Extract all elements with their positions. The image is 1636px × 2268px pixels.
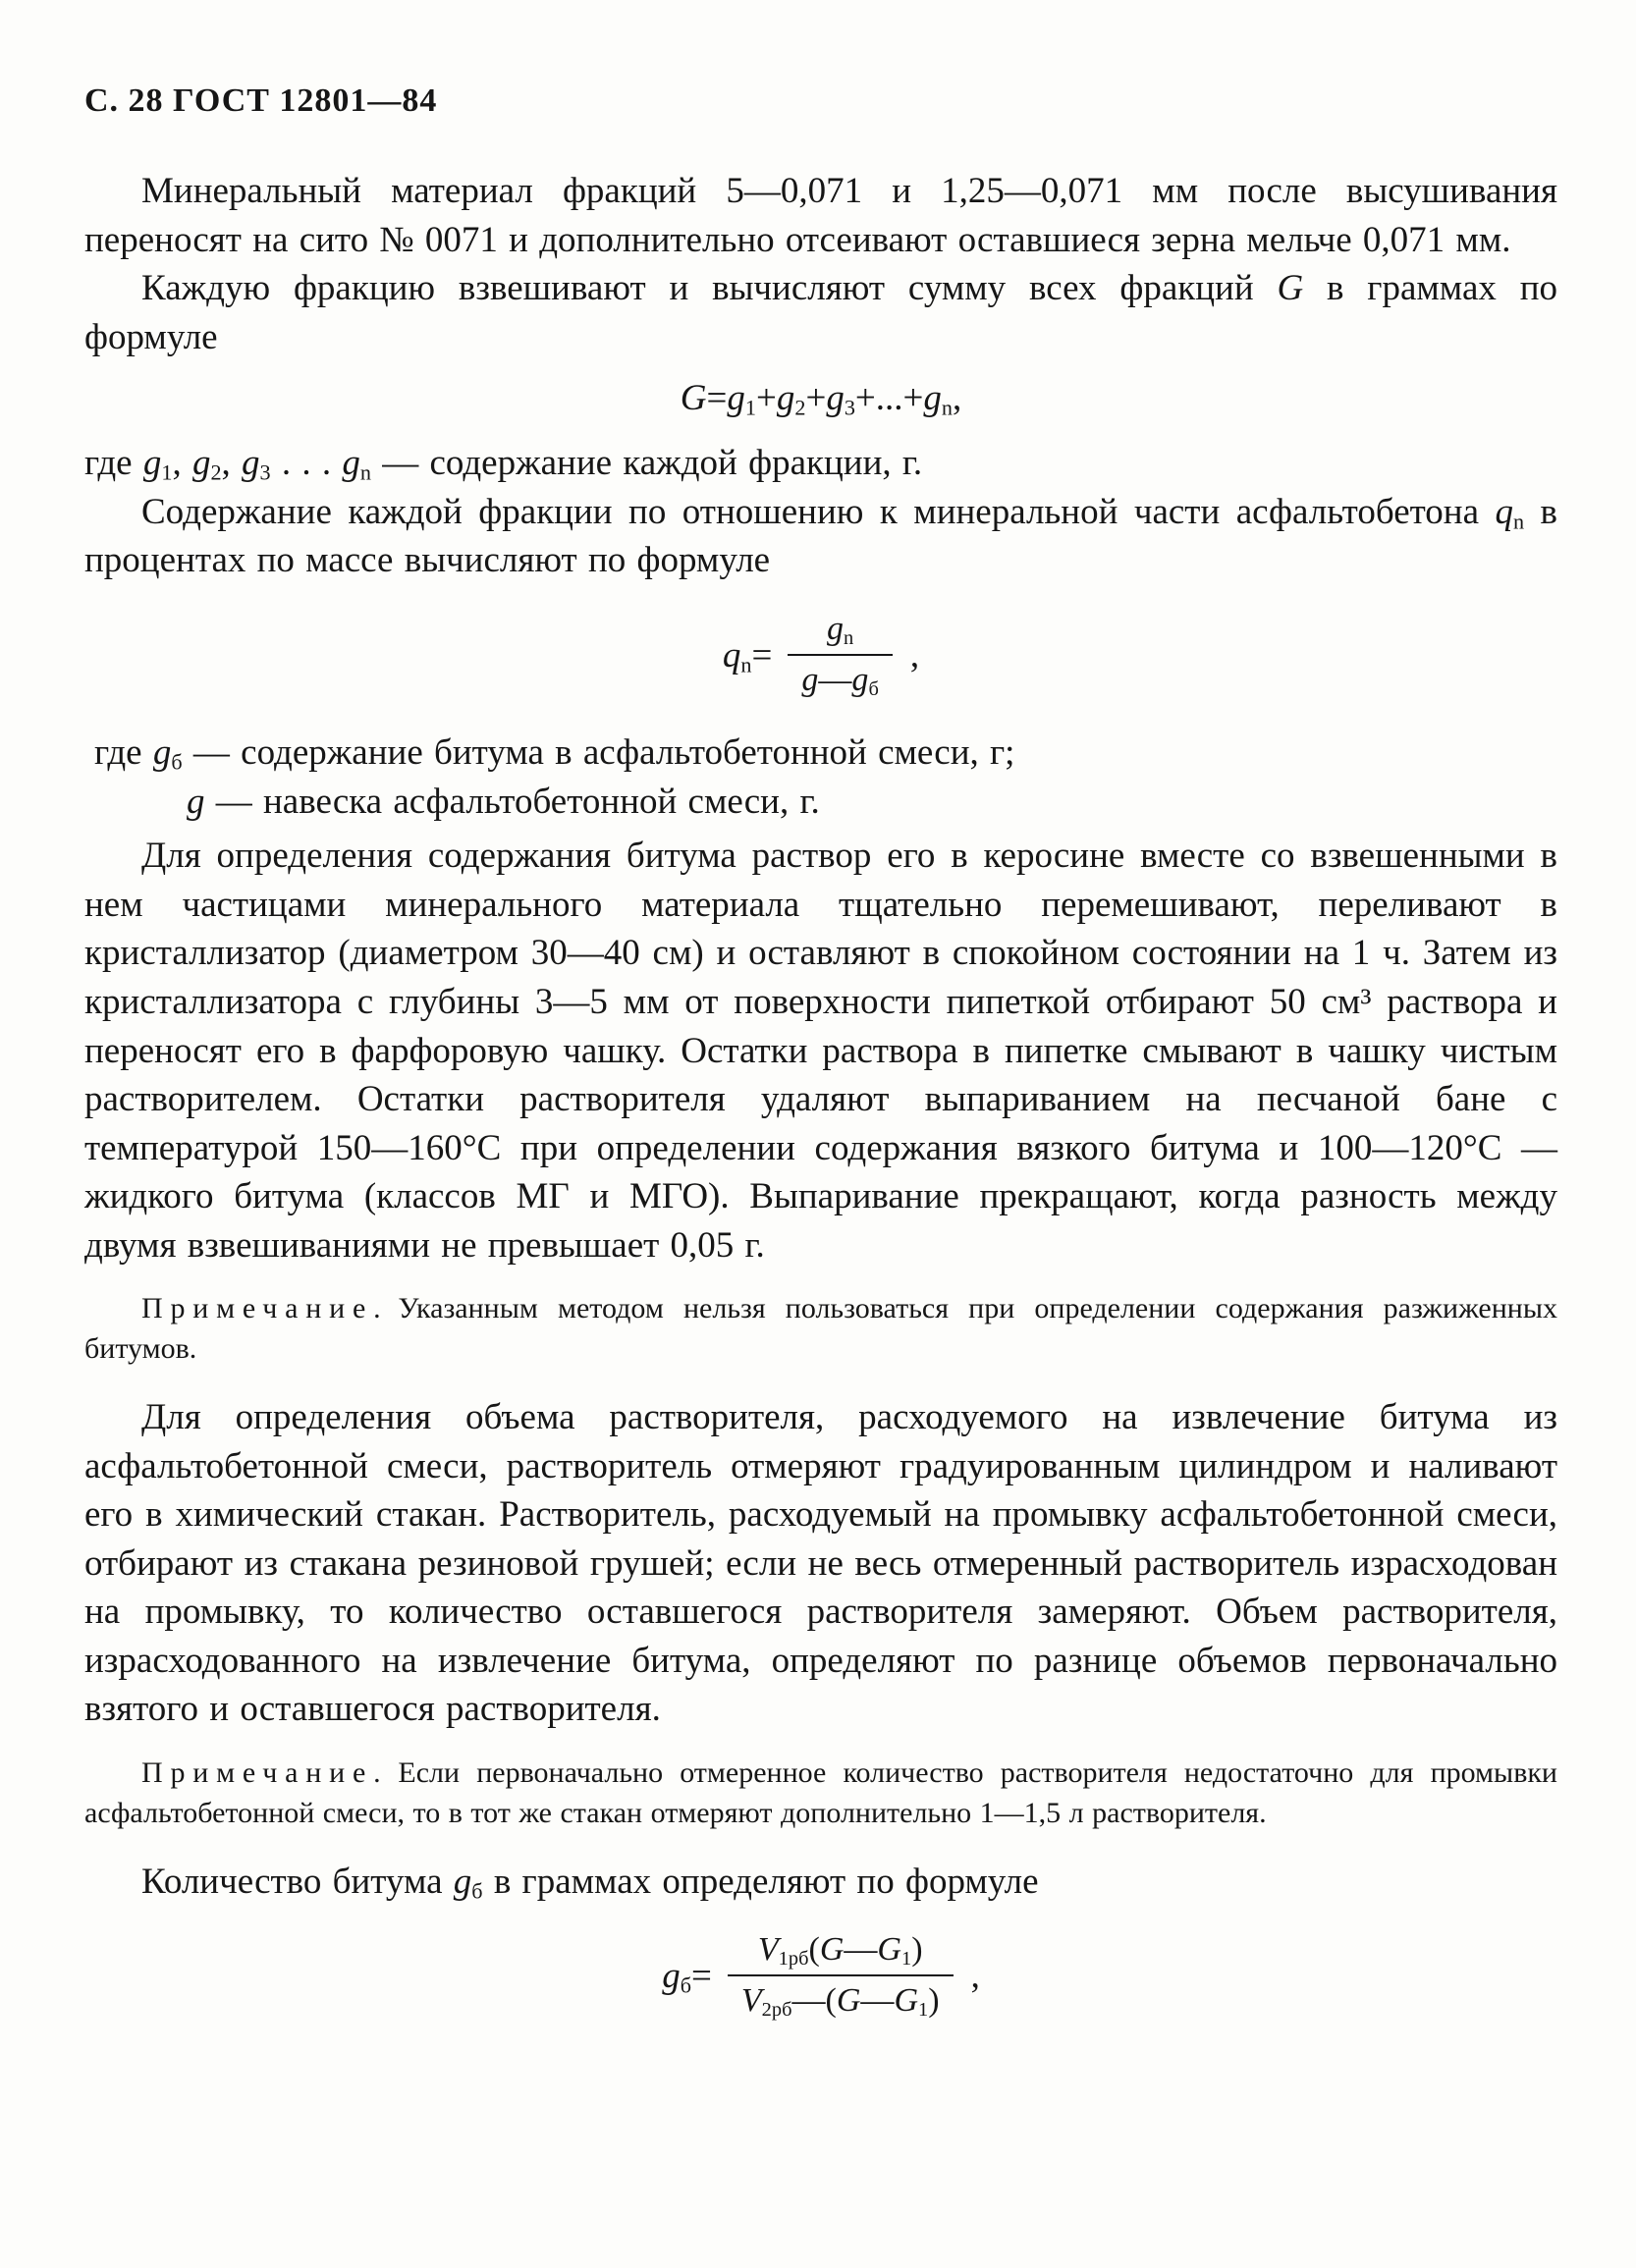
paragraph-bitumen-determination: Для определения содержания битума раствор его в керосине вместе со взвешенными в нем частицами минерального материала тщательно перемешивают, переливают в кристаллизатор (диаметром 30—40 см) и оставляют в спокойном состоянии на 1 ч. Затем из кристаллизатора с глубины 3—5 мм от поверхности пипеткой отбирают 50 см³ раствора и переносят его в фарфоровую чашку. Остатки раствора в пипетке смывают в чашку чистым растворителем. Остатки растворителя удаляют выпариванием на песчаной бане с температурой 150—160°С при определении содержания вязкого битума и 100—120°С — жидкого битума (классов МГ и МГО). Выпаривание прекращают, когда разность между двумя взвешиваниями не превышает 0,05 г.	[84, 836, 1557, 1266]
paragraph-weigh-fractions: Каждую фракцию взвешивают и вычисляют сумму всех фракций G в граммах по формуле	[84, 268, 1558, 357]
note-2-text: Если первоначально отмеренное количество растворителя недостаточно для промывки асфальтобетонной смеси, то в тот же стакан отмеряют дополнительно 1—1,5 л растворителя.	[84, 1756, 1557, 1829]
where-line-mix-sample: g — навеска асфальтобетонной смеси, г.	[187, 781, 820, 822]
fraction-qn-denominator: $g—g_б$	[801, 662, 879, 701]
formula-gb-lhs: $g_б=$	[662, 1955, 712, 1998]
fraction-qn-numerator: $g_n$	[788, 611, 892, 656]
formula-gb	[84, 1931, 1557, 2020]
formula-qn-tail: ,	[909, 634, 920, 675]
paragraph-bitumen-amount: Количество битума $g_б$ в граммах определяют по формуле	[141, 1861, 1039, 1904]
paragraph-fraction-content: Содержание каждой фракции по отношению к минеральной части асфальтобетона $q_n$ в процентах по массе вычисляют по формуле	[84, 491, 1557, 581]
formula-qn	[84, 611, 1557, 699]
note-1-text: Указанным методом нельзя пользоваться при определении содержания разжиженных битумов.	[84, 1292, 1557, 1366]
formula-gb-tail: ,	[970, 1955, 980, 1996]
page-header	[84, 82, 1557, 120]
where-line-bitumen-content: где $g_б$ — содержание битума в асфальтобетонной смеси, г;	[94, 732, 1015, 775]
page-number-and-standard: С. 28 ГОСТ 12801—84	[84, 82, 438, 119]
formula-sum-of-fractions	[84, 377, 1557, 419]
where-line-fraction-weights: где $g_1$, $g_2$, $g_3$ . . . $g_n$ — содержание каждой фракции, г.	[84, 443, 923, 485]
fraction-gb-numerator: $V_{1рб}(G—G_1)$	[728, 1931, 954, 1976]
fraction-gb-denominator: $V_{2рб}—(G—G_1)$	[740, 1982, 940, 2022]
note-additional-solvent	[84, 1754, 1557, 1834]
note-2-label: Примечание.	[141, 1756, 389, 1790]
fraction-qn	[788, 611, 892, 699]
note-1-label: Примечание.	[141, 1292, 389, 1325]
formula-sum-expression: $G=g_1+g_2+g_3+...+g_n$,	[680, 378, 962, 420]
paragraph-mineral-material: Минеральный материал фракций 5—0,071 и 1,25—0,071 мм после высушивания переносят на сито № 0071 и дополнительно отсеивают оставшиеся зерна мельче 0,071 мм.	[84, 171, 1557, 260]
paragraph-solvent-volume: Для определения объема растворителя, расходуемого на извлечение битума из асфальтобетонной смеси, растворитель отмеряют градуированным цилиндром и наливают его в химический стакан. Растворитель, расходуемый на промывку асфальтобетонной смеси, отбирают из стакана резиновой грушей; если не весь отмеренный растворитель израсходован на промывку, то количество оставшегося растворителя замеряют. Объем растворителя, израсходованного на извлечение битума, определяют по разнице объемов первоначально взятого и оставшегося растворителя.	[84, 1397, 1557, 1730]
fraction-gb	[728, 1931, 954, 2020]
formula-qn-lhs: $q_n=$	[722, 634, 773, 677]
note-liquefied-bitumens	[84, 1289, 1557, 1370]
